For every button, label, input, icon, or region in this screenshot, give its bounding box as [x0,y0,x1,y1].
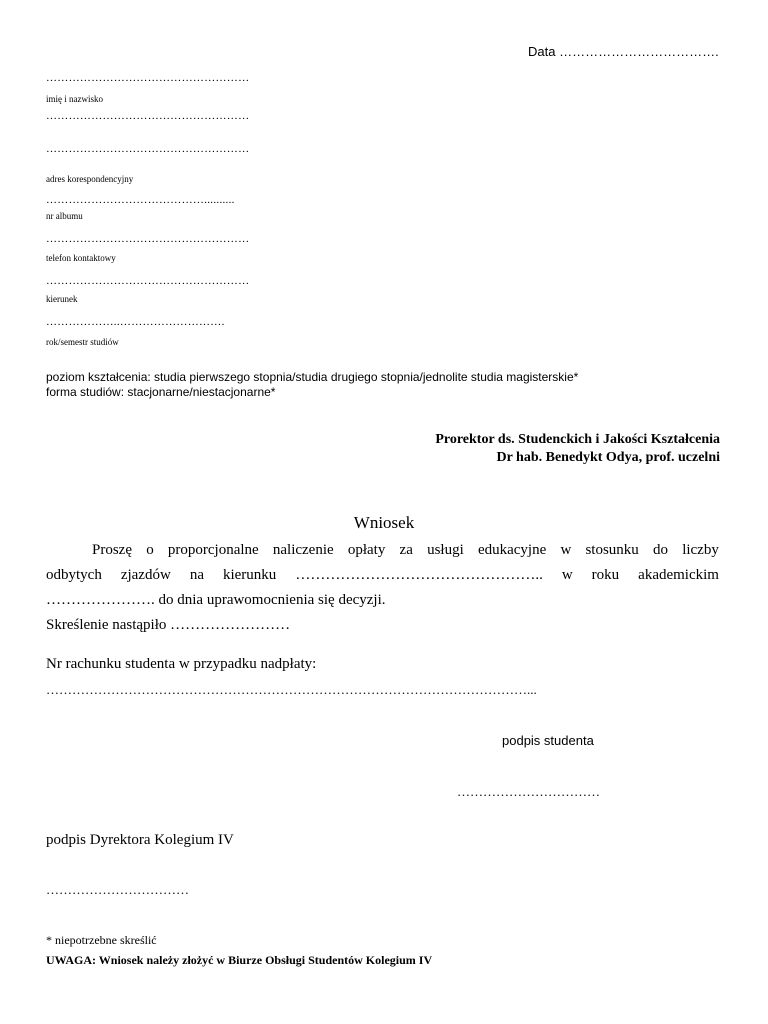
year-dots: ………………..………………………. [46,316,225,328]
name-dots: ……………………………………………… [46,72,250,84]
album-label: nr albumu [46,211,83,221]
body-line-3: …………………. do dnia uprawomocnienia się decyzji. [46,592,386,608]
body-word: w [561,567,573,583]
body-line-2 [46,567,719,584]
body-word: stosunku [585,542,639,558]
study-level: poziom kształcenia: studia pierwszego stopnia/studia drugiego stopnia/jednolite studia magisterskie* [46,370,579,384]
director-signature-dots: …………………………… [46,882,189,897]
address-label: adres korespondencyjny [46,174,134,184]
footnote: * niepotrzebne skreślić [46,933,157,947]
body-word: na [189,567,204,583]
body-word: za [399,542,413,558]
body-line-1 [46,542,719,559]
body-word: o [146,542,154,558]
body-word: Proszę [92,542,132,558]
account-dots: …………………………………………………………………………………………………... [46,682,537,697]
body-word: opłaty [347,542,386,558]
recipient-line-2: Dr hab. Benedykt Odya, prof. uczelni [496,450,720,465]
date-line: Data ………………………………. [528,44,719,59]
body-word: zjazdów [120,567,171,583]
body-word: w [560,542,572,558]
body-word: liczby [682,542,719,558]
notice: UWAGA: Wniosek należy złożyć w Biurze Obsługi Studentów Kolegium IV [46,953,433,967]
body-line-4: Skreślenie nastąpiło …………………… [46,617,291,633]
address-dots-1: ……………………………………………… [46,110,250,122]
student-signature-label: podpis studenta [502,733,594,748]
student-signature-dots: …………………………… [457,784,600,799]
body-word: edukacyjne [477,542,547,558]
name-label: imię i nazwisko [46,94,103,104]
body-word: kierunku [222,567,277,583]
body-word: naliczenie [272,542,334,558]
body-word: usługi [427,542,464,558]
major-label: kierunek [46,294,78,304]
album-dots: …………………………………….......... [46,194,235,206]
phone-dots: ……………………………………………… [46,233,250,245]
body-word: akademickim [638,567,719,583]
body-word: do [653,542,668,558]
body-word: odbytych [46,567,102,583]
phone-label: telefon kontaktowy [46,253,116,263]
body-word: proporcjonalne [167,542,259,558]
major-dots: ……………………………………………… [46,275,250,287]
body-word: ………………………………………….. [295,567,543,583]
address-dots-2: ……………………………………………… [46,143,250,155]
year-label: rok/semestr studiów [46,337,119,347]
study-form: forma studiów: stacjonarne/niestacjonarne* [46,385,276,399]
body-word: roku [591,567,620,583]
recipient-line-1: Prorektor ds. Studenckich i Jakości Kształcenia [435,432,720,447]
director-signature-label: podpis Dyrektora Kolegium IV [46,832,234,848]
document-title: Wniosek [353,513,415,532]
account-label: Nr rachunku studenta w przypadku nadpłaty: [46,656,317,672]
